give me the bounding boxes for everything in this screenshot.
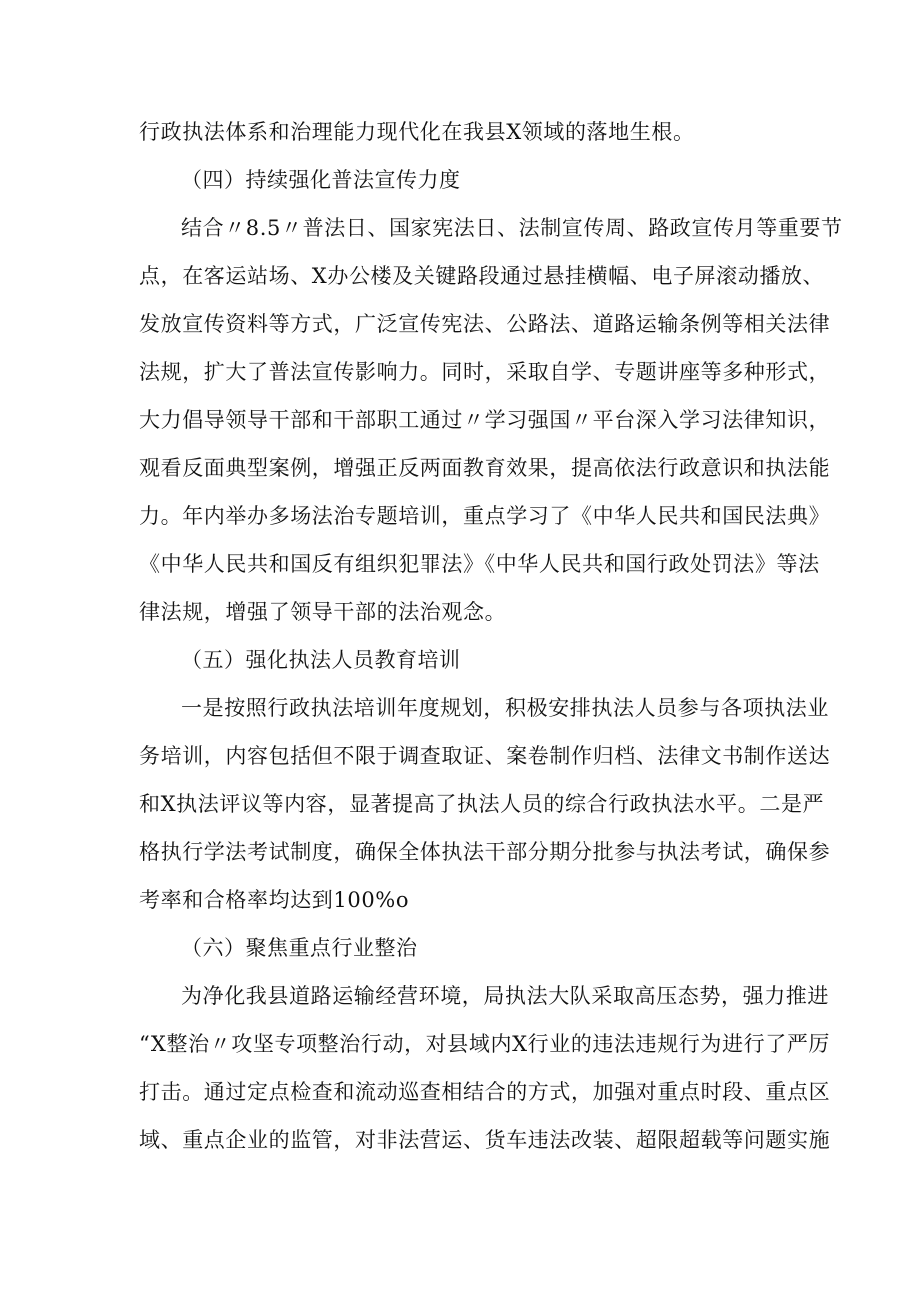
paragraph-line: 律法规，增强了领导干部的法治观念。: [139, 600, 507, 624]
paragraph-line: 格执行学法考试制度，确保全体执法干部分期分批参与执法考试，确保参: [139, 840, 831, 864]
paragraph-line: “X整治〃攻坚专项整治行动，对县域内X行业的违法违规行为进行了严厉: [139, 1032, 831, 1056]
paragraph-line: 打击。通过定点检查和流动巡查相结合的方式，加强对重点时段、重点区: [139, 1080, 831, 1104]
paragraph-line: 观看反面典型案例，增强正反两面教育效果，提高依法行政意识和执法能: [139, 456, 831, 480]
paragraph-line: 务培训，内容包括但不限于调查取证、案卷制作归档、法律文书制作送达: [139, 744, 831, 768]
paragraph-line: 结合〃8.5〃普法日、国家宪法日、法制宣传周、路政宣传月等重要节: [181, 216, 843, 240]
section-heading-4: （四）持续强化普法宣传力度: [181, 168, 461, 192]
section-heading-5: （五）强化执法人员教育培训: [181, 648, 461, 672]
paragraph-line: 法规，扩大了普法宣传影响力。同时，采取自学、专题讲座等多种形式，: [139, 360, 831, 384]
paragraph-line: 行政执法体系和治理能力现代化在我县X领域的落地生根。: [139, 120, 695, 144]
paragraph-line: 和X执法评议等内容，显著提高了执法人员的综合行政执法水平。二是严: [139, 792, 825, 816]
paragraph-line: 为净化我县道路运输经营环境，局执法大队采取高压态势，强力推进: [181, 984, 829, 1008]
paragraph-line: 域、重点企业的监管，对非法营运、货车违法改装、超限超载等问题实施: [139, 1128, 831, 1152]
paragraph-line: 大力倡导领导干部和干部职工通过〃学习强国〃平台深入学习法律知识，: [139, 408, 831, 432]
paragraph-line: 一是按照行政执法培训年度规划，积极安排执法人员参与各项执法业: [181, 696, 829, 720]
paragraph-line: 发放宣传资料等方式，广泛宣传宪法、公路法、道路运输条例等相关法律: [139, 312, 831, 336]
paragraph-line: 点，在客运站场、X办公楼及关键路段通过悬挂横幅、电子屏滚动播放、: [139, 264, 825, 288]
section-heading-6: （六）聚焦重点行业整治: [181, 936, 418, 960]
paragraph-line: 力。年内举办多场法治专题培训，重点学习了《中华人民共和国民法典》: [139, 504, 831, 528]
paragraph-line: 《中华人民共和国反有组织犯罪法》《中华人民共和国行政处罚法》等法: [139, 552, 820, 576]
paragraph-line: 考率和合格率均达到100%o: [139, 888, 410, 912]
